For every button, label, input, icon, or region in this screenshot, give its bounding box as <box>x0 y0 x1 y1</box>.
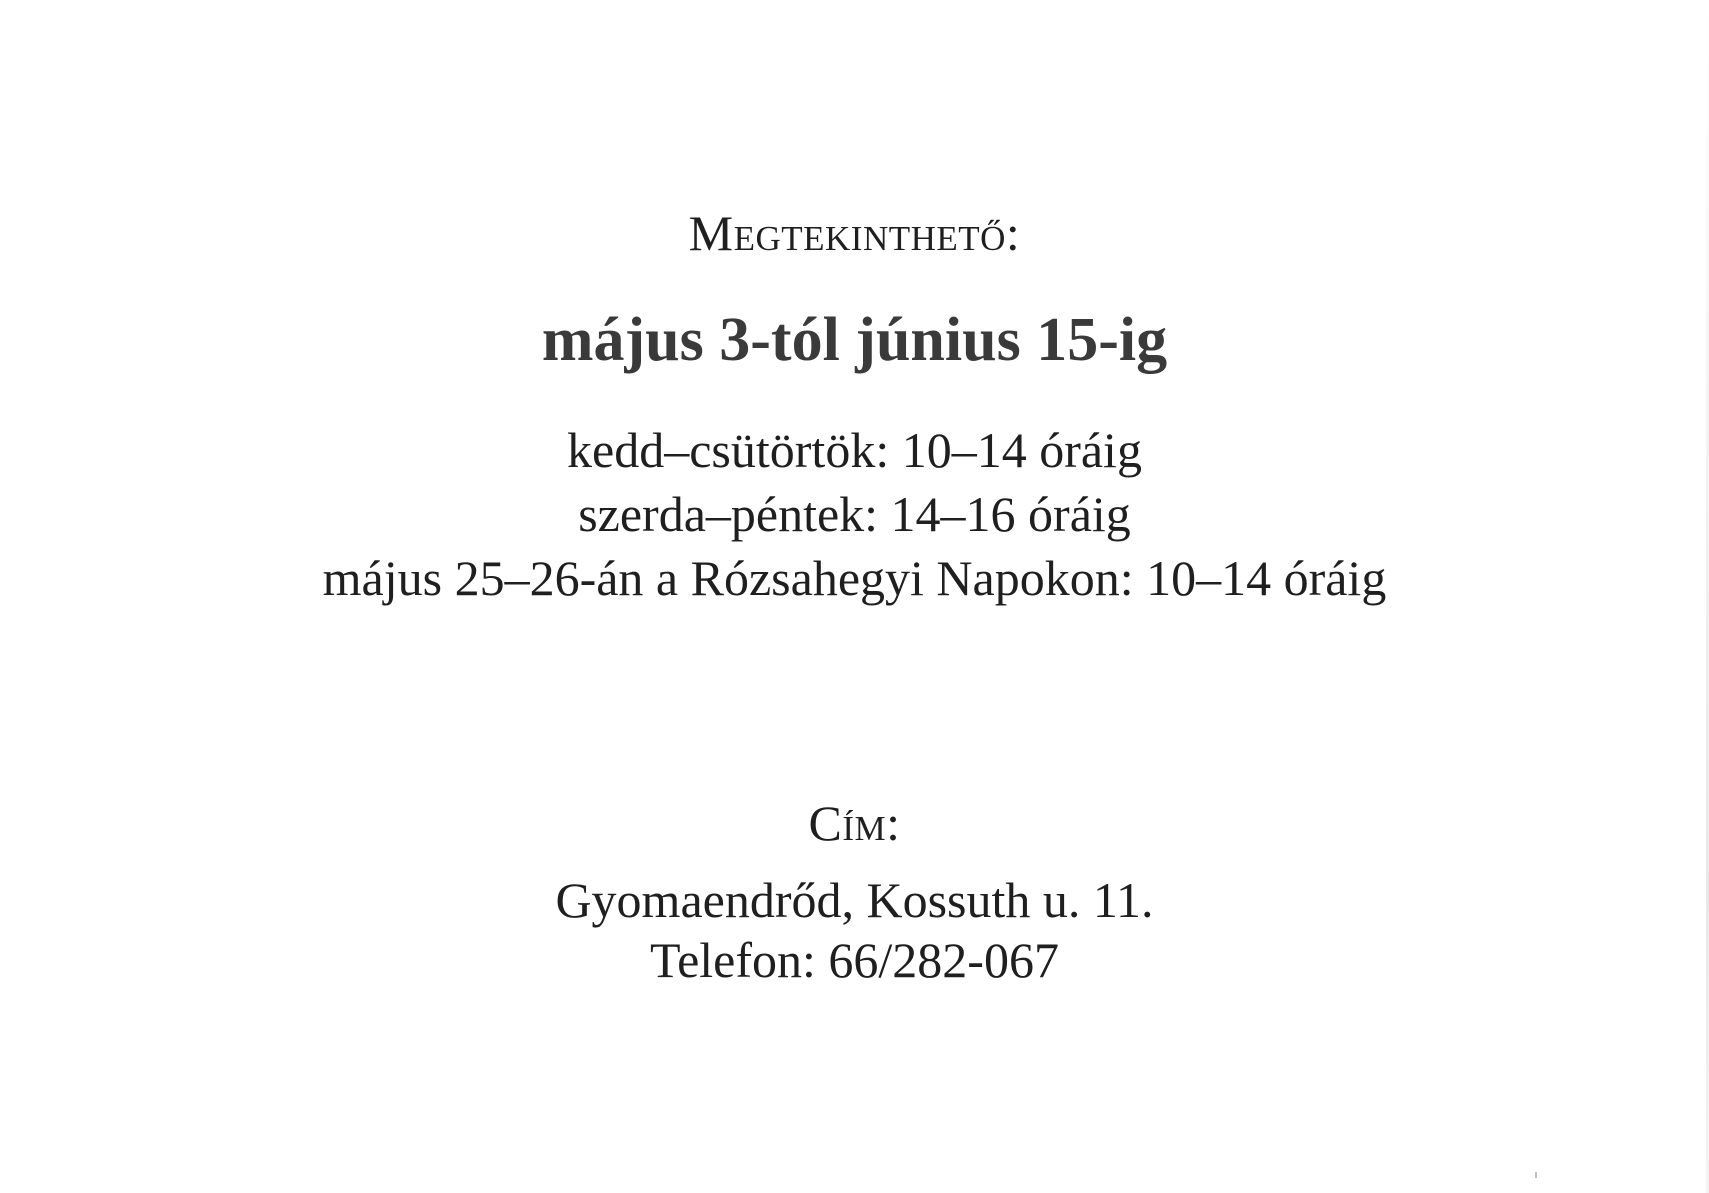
viewing-label: Megtekinthető: <box>688 205 1021 261</box>
address-block <box>0 870 1709 990</box>
hours-line-tue-thu: kedd–csütörtök: 10–14 óráig <box>567 422 1142 478</box>
hours-line-special-days: május 25–26-án a Rózsahegyi Napokon: 10–14 óráig <box>322 550 1387 606</box>
address-label: Cím: <box>808 795 901 851</box>
hours-line-wed-fri: szerda–péntek: 14–16 óráig <box>578 486 1131 542</box>
scan-speck <box>1535 1172 1537 1178</box>
opening-hours <box>0 418 1709 610</box>
exhibition-dates: május 3-tól június 15-ig <box>541 306 1168 374</box>
phone-number: Telefon: 66/282-067 <box>650 932 1059 988</box>
street-address: Gyomaendrőd, Kossuth u. 11. <box>555 872 1154 928</box>
